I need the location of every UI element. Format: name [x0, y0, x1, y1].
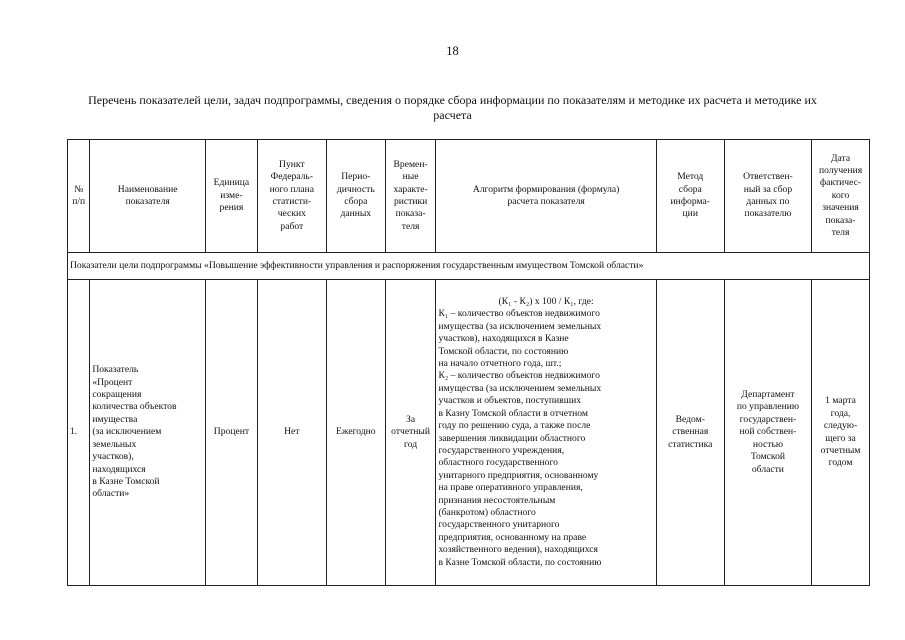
indicators-table — [67, 139, 870, 586]
header-collection-method: Метод сбора информа- ции — [656, 140, 724, 253]
header-periodicity: Перио- дичность сбора данных — [326, 140, 385, 253]
row-date: 1 марта года, следую- щего за отчетным годом — [812, 280, 870, 586]
row-indicator-name: Показатель «Процент сокращения количества объектов имущества (за исключением земельных участков), находящихся в Казне Томской области» — [90, 280, 206, 586]
row-federal-plan: Нет — [257, 280, 326, 586]
header-date: Дата получения фактичес- кого значения показа- теля — [812, 140, 870, 253]
section-row — [68, 253, 870, 280]
header-unit: Единица изме- рения — [206, 140, 258, 253]
table-header-row — [68, 140, 870, 253]
table-row — [68, 280, 870, 586]
row-collection-method: Ведом- ственная статистика — [656, 280, 724, 586]
header-time-characteristics: Времен- ные характе- ристики показа- теля — [385, 140, 436, 253]
section-title: Показатели цели подпрограммы «Повышение эффективности управления и распоряжения государственным имуществом Томской области» — [68, 253, 870, 280]
row-periodicity: Ежегодно — [326, 280, 385, 586]
header-responsible: Ответствен- ный за сбор данных по показателю — [724, 140, 811, 253]
header-num: № п/п — [68, 140, 90, 253]
row-formula: (К₁ - К₂) х 100 / К₁, где: — [498, 296, 594, 308]
row-time-characteristics: За отчетный год — [385, 280, 436, 586]
header-indicator-name: Наименование показателя — [90, 140, 206, 253]
row-algorithm — [436, 280, 656, 586]
page-number: 18 — [446, 44, 459, 58]
document-title: Перечень показателей цели, задач подпрограммы, сведения о порядке сбора информации по показателям и методике их расчета и методике их расчета — [88, 93, 817, 122]
header-algorithm: Алгоритм формирования (формула) расчета показателя — [436, 140, 656, 253]
row-responsible: Департамент по управлению государствен- ной собствен- ностью Томской области — [724, 280, 811, 586]
row-num: 1. — [68, 280, 90, 586]
row-algorithm-text: К₁ – количество объектов недвижимого имущества (за исключением земельных участков), находящихся в Казне Томской области, по состоянию на начало отчетного года, шт.; К₂ – количество объектов недвижимого имущества (за исключением земельных участков и объектов, поступивших в Казну Томской области в отчетном году по решению суда, а также после завершения ликвидации областного государственного учреждения, областного государственного унитарного предприятия, основанному на праве оперативного управления, признания несостоятельным (банкротом) областного государственного унитарного предприятия, основанному на праве хозяйственного ведения), находящихся в Казне Томской области, по состоянию — [438, 308, 602, 568]
row-unit: Процент — [206, 280, 258, 586]
header-federal-plan: Пункт Федераль- ного плана статисти- ческих работ — [257, 140, 326, 253]
